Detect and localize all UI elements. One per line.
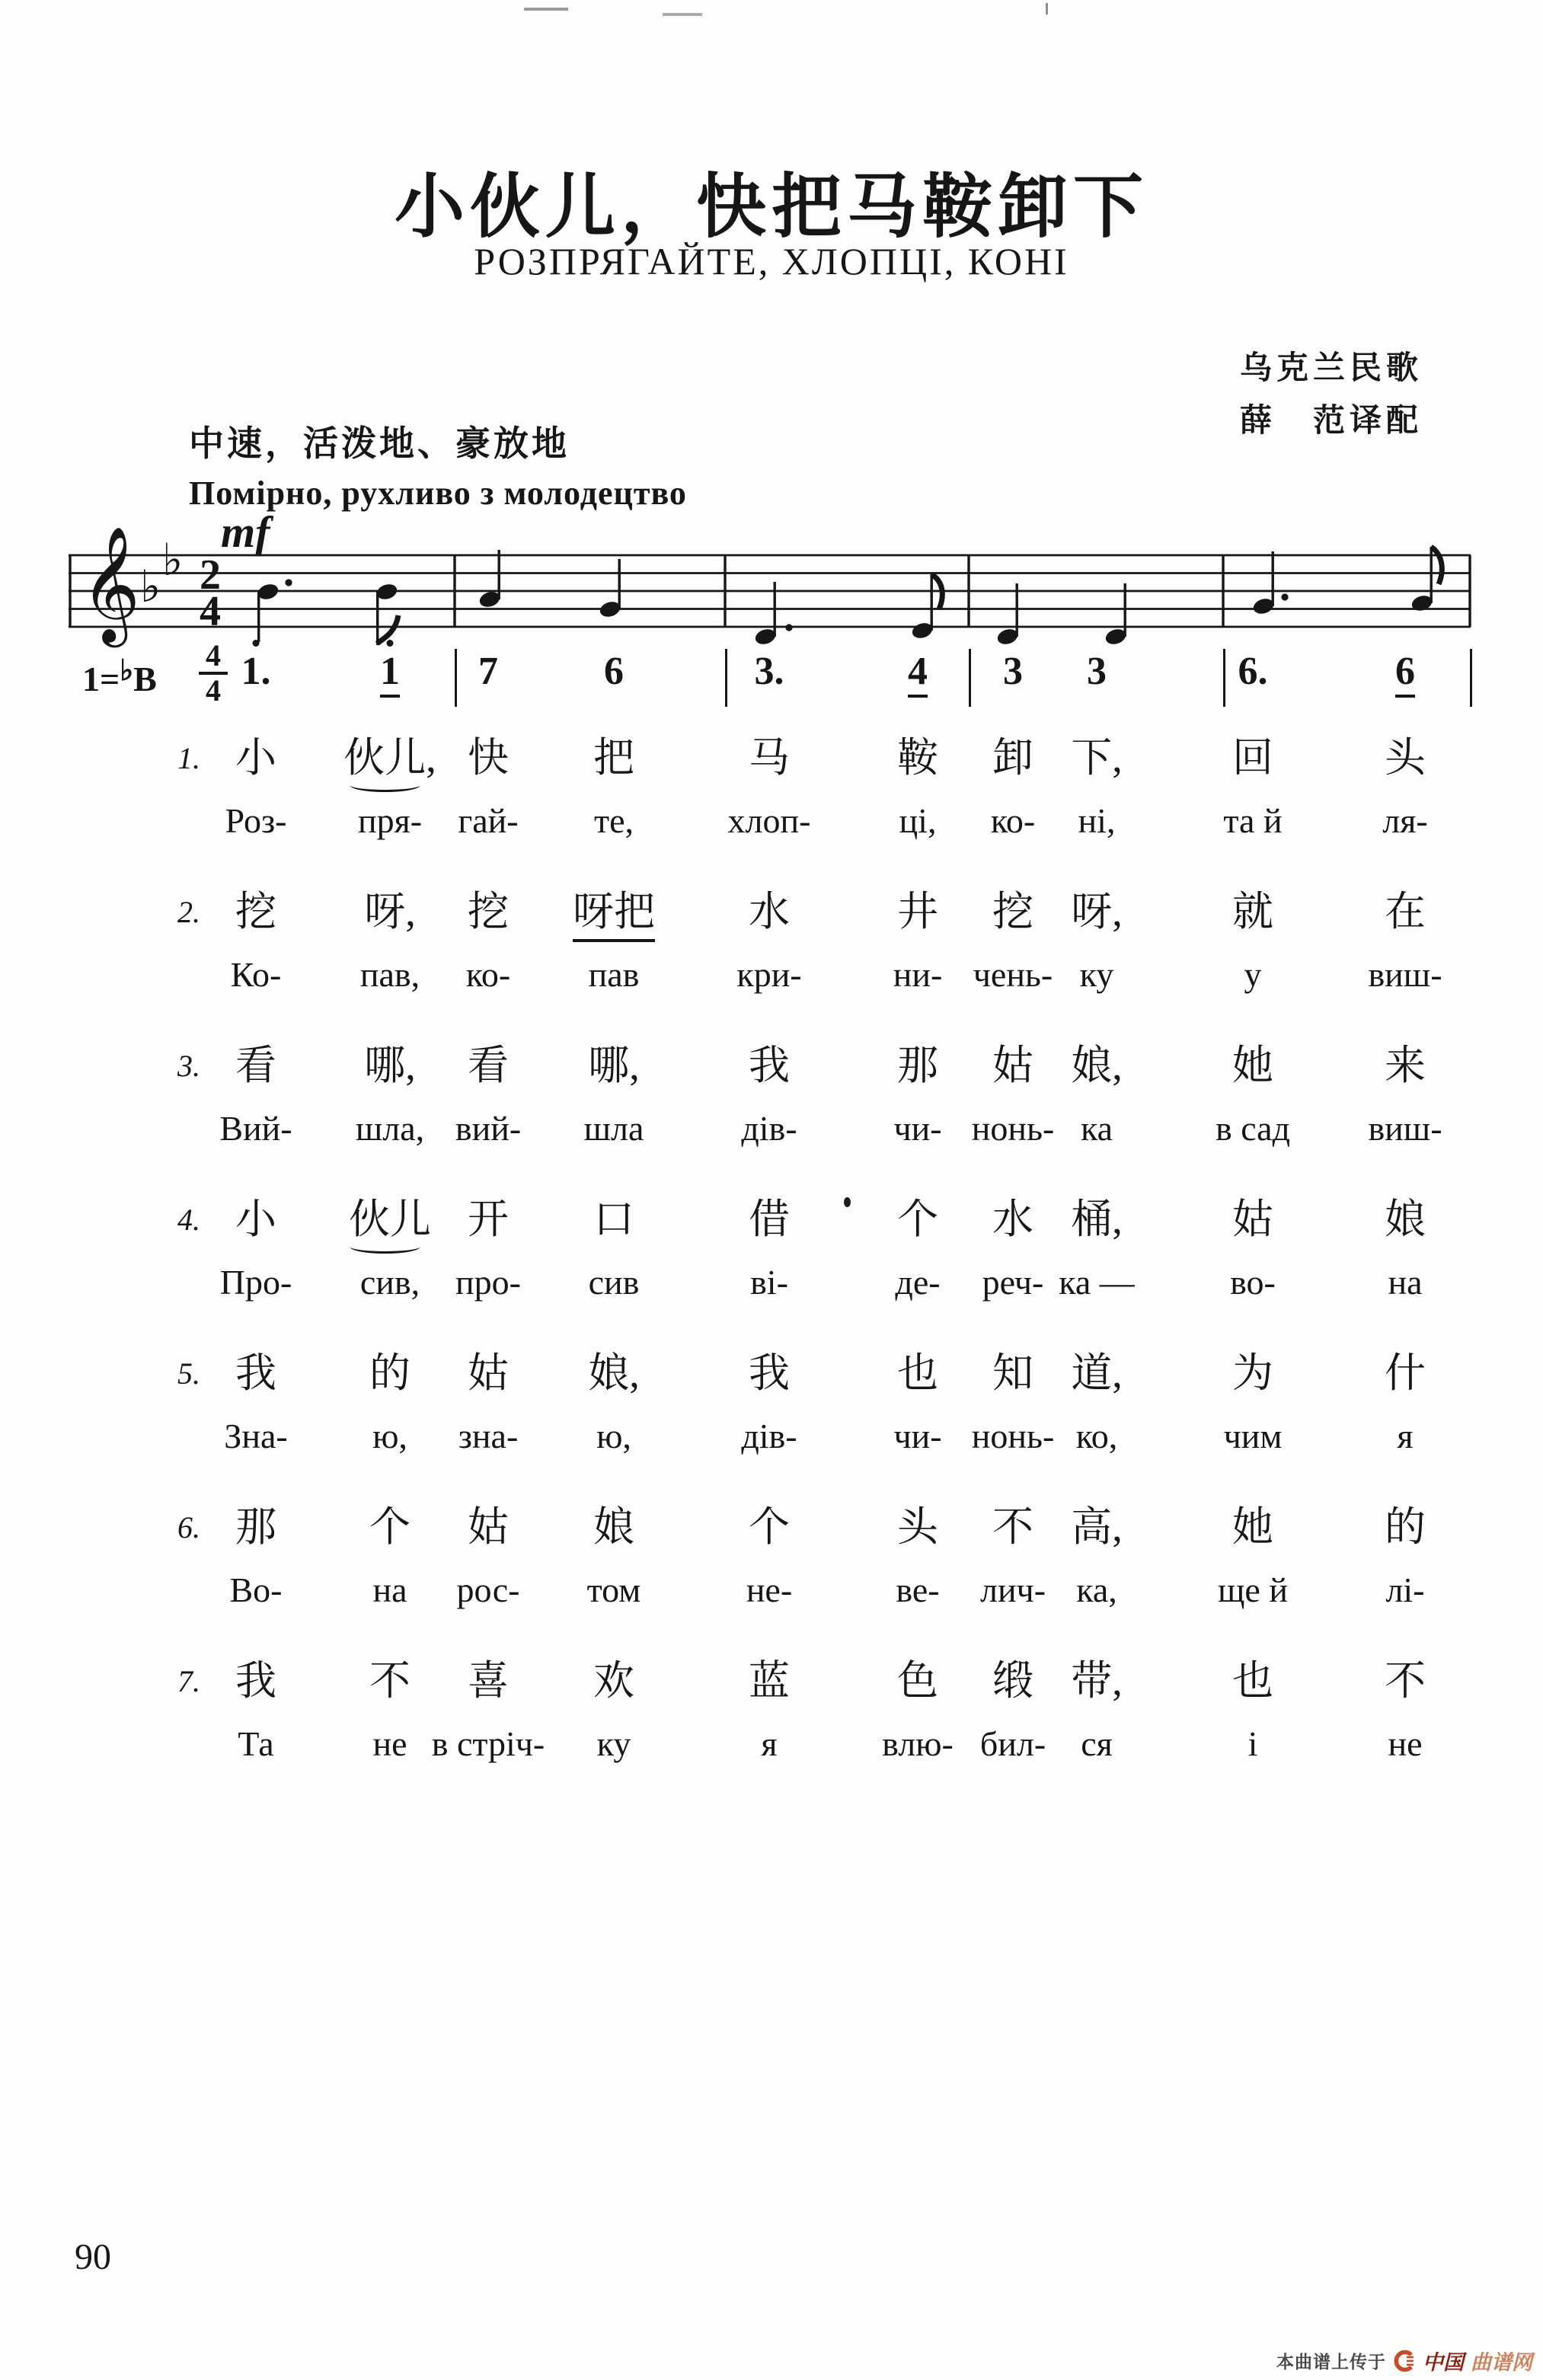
verse-1 <box>0 733 1543 885</box>
lyric-uk: лич- <box>979 1570 1046 1609</box>
lyric-zh: 姑 <box>468 1504 509 1550</box>
eighth-flag <box>377 615 398 644</box>
lyric-uk: ве- <box>896 1570 940 1609</box>
credit-source: 乌克兰民歌 <box>1239 351 1423 386</box>
verse-6 <box>0 1502 1543 1654</box>
lyric-uk: ку <box>596 1724 631 1763</box>
site-logo-icon <box>1393 2350 1416 2372</box>
lyric-uk: Про- <box>219 1263 292 1302</box>
lyric-uk: лі- <box>1385 1570 1425 1609</box>
lyric-uk: Вий- <box>219 1109 292 1148</box>
lyric-uk: ля- <box>1382 801 1428 840</box>
lyric-uk: я <box>761 1724 778 1763</box>
lyric-zh: 的 <box>1385 1504 1426 1550</box>
lyric-zh: 开 <box>468 1196 509 1242</box>
note-stem <box>1272 551 1274 606</box>
jianpu-note: 1 <box>344 652 436 698</box>
lyric-zh: 她 <box>1232 1043 1273 1088</box>
lyric-uk: ю, <box>596 1417 631 1455</box>
lyric-zh: 我 <box>235 1350 276 1396</box>
lyric-zh: 蓝 <box>749 1658 790 1704</box>
watermark-brand-primary: 中国 <box>1423 2351 1464 2374</box>
lyric-uk: ко, <box>1075 1417 1118 1455</box>
lyric-zh: 口 <box>593 1196 634 1242</box>
lyric-zh: 水 <box>992 1196 1033 1242</box>
lyric-zh: 小 <box>235 1196 276 1242</box>
lyric-uk: ю, <box>372 1417 407 1455</box>
jianpu-note: 3 <box>1003 650 1023 693</box>
note-stem <box>774 582 776 637</box>
lyric-uk: шла <box>583 1109 644 1148</box>
octave-dot <box>387 640 394 647</box>
dynamic-marking: mf <box>221 507 270 557</box>
lyric-uk: зна- <box>458 1417 519 1455</box>
lyric-zh: 姑 <box>1232 1196 1273 1242</box>
watermark-brand-secondary: 曲谱网 <box>1471 2351 1532 2374</box>
lyric-zh: 个 <box>897 1196 938 1242</box>
lyric-uk: бил- <box>979 1724 1046 1763</box>
jianpu-barline <box>1470 649 1472 707</box>
flat-sign-icon: ♭ <box>162 534 184 586</box>
scan-artifact <box>663 13 702 16</box>
verse-number: 3. <box>177 1049 200 1083</box>
jianpu-barline <box>969 649 971 707</box>
lyric-zh: 头 <box>897 1504 938 1550</box>
notes <box>256 547 1442 647</box>
lyric-zh: 姑 <box>992 1043 1033 1088</box>
lyric-zh: 挖 <box>235 889 276 934</box>
jianpu-barline <box>725 649 727 707</box>
meter-numerator: 4 <box>206 638 221 672</box>
flat-sign-icon: ♭ <box>140 561 161 612</box>
lyric-uk: чи- <box>893 1417 942 1455</box>
lyric-zh: 也 <box>897 1350 938 1396</box>
lyric-zh: 也 <box>1232 1658 1273 1704</box>
lyric-uk: во- <box>1230 1263 1276 1302</box>
lyric-zh: 为 <box>1232 1350 1273 1396</box>
lyric-zh: 看 <box>468 1043 509 1088</box>
key-letter: B <box>133 660 157 698</box>
note-stem <box>1124 583 1126 637</box>
lyric-uk: реч- <box>982 1263 1044 1302</box>
key-prefix: 1= <box>82 660 120 698</box>
lyric-zh: 姑 <box>468 1350 509 1396</box>
lyric-zh: 缎 <box>992 1658 1033 1704</box>
lyric-zh: 不 <box>1385 1658 1426 1704</box>
lyric-uk: пав, <box>359 955 420 994</box>
lyric-zh: 井 <box>897 889 938 934</box>
lyric-zh: 快 <box>468 735 509 781</box>
page-number: 90 <box>75 2237 111 2277</box>
lyric-zh: 什 <box>1385 1350 1426 1396</box>
jianpu-note: 3. <box>754 650 784 693</box>
verse-4 <box>0 1194 1543 1347</box>
lyric-zh: 伙儿, <box>318 733 462 783</box>
lyric-uk: на <box>1388 1263 1423 1302</box>
lyric-zh: 回 <box>1232 735 1273 781</box>
jianpu-note: 1. <box>210 652 302 692</box>
verse-number: 1. <box>177 741 200 775</box>
verse-5 <box>0 1348 1543 1500</box>
lyric-zh: 挖 <box>468 889 509 934</box>
octave-dot <box>253 640 260 647</box>
verse-number: 7. <box>177 1664 200 1698</box>
treble-clef-icon: 𝄞 <box>81 526 141 643</box>
note-stem <box>257 592 260 642</box>
tempo-marking-zh: 中速，活泼地、豪放地 <box>189 423 570 463</box>
augmentation-dot <box>285 579 292 586</box>
augmentation-dot <box>785 624 792 631</box>
lyric-zh: 下, <box>1071 735 1123 781</box>
lyric-zh: 在 <box>1385 889 1426 934</box>
credits <box>1240 343 1423 449</box>
note-stem <box>498 550 500 599</box>
scan-artifact <box>524 8 568 11</box>
tempo-marking-uk: Помірно, рухливо з молодецтво <box>189 474 687 512</box>
jianpu-barline <box>455 649 457 707</box>
lyric-uk: де- <box>895 1263 941 1302</box>
lyric-uk: в сад <box>1215 1109 1291 1148</box>
lyric-zh: 娘, <box>1071 1043 1123 1088</box>
scan-artifact <box>1046 3 1048 14</box>
lyric-uk: ни- <box>893 955 943 994</box>
lyric-uk: та й <box>1223 801 1283 840</box>
lyric-zh: 那 <box>235 1504 276 1550</box>
lyric-uk: виш- <box>1368 955 1442 994</box>
lyric-zh: 看 <box>235 1043 276 1088</box>
lyric-uk: не- <box>746 1570 793 1609</box>
lyric-uk: ні, <box>1078 801 1116 840</box>
lyric-zh: 把 <box>593 735 634 781</box>
lyric-zh: 喜 <box>468 1658 509 1704</box>
lyric-zh: 色 <box>897 1658 938 1704</box>
lyric-zh: 我 <box>749 1350 790 1396</box>
lyric-zh: 头 <box>1385 735 1426 781</box>
lyric-uk: нонь- <box>971 1417 1055 1455</box>
lyric-zh: 哪, <box>588 1043 640 1088</box>
lyric-zh: 卸 <box>992 735 1033 781</box>
lyric-uk: чи- <box>893 1109 942 1148</box>
lyric-uk: ще й <box>1218 1570 1288 1609</box>
lyric-uk: про- <box>455 1263 521 1302</box>
lyric-zh: 娘 <box>1385 1196 1426 1242</box>
staff-lines <box>69 555 1471 627</box>
verse-number: 6. <box>177 1510 200 1545</box>
note-stem <box>618 559 621 609</box>
note-stem <box>931 574 933 631</box>
note-stem <box>1016 583 1018 637</box>
lyric-uk: ко- <box>990 801 1036 840</box>
lyric-zh: 呀, <box>364 889 416 934</box>
lyric-zh: 高, <box>1071 1504 1123 1550</box>
lyric-uk: я <box>1397 1417 1414 1455</box>
lyric-zh: 就 <box>1232 889 1273 934</box>
meter-denominator: 4 <box>206 673 221 708</box>
watermark <box>1276 2346 1532 2375</box>
verse-2 <box>0 887 1543 1039</box>
lyric-uk: шла, <box>355 1109 425 1148</box>
lyric-uk: ко- <box>465 955 511 994</box>
note-stem <box>1430 547 1433 603</box>
lyric-uk: сив, <box>359 1263 420 1302</box>
lyric-uk: гай- <box>458 801 519 840</box>
lyric-uk: ка <box>1080 1109 1113 1148</box>
lyric-uk: те, <box>593 801 634 840</box>
lyric-uk: ві- <box>750 1263 788 1302</box>
lyric-zh: 娘 <box>593 1504 634 1550</box>
time-signature-bottom: 4 <box>200 588 221 635</box>
jianpu-barline <box>1223 649 1225 707</box>
time-signature-top: 2 <box>200 551 221 599</box>
lyric-uk: ка, <box>1076 1570 1117 1609</box>
lyric-uk: не <box>1388 1724 1423 1763</box>
lyric-zh: 那 <box>897 1043 938 1088</box>
lyric-zh: 知 <box>992 1350 1033 1396</box>
lyric-uk: Ко- <box>230 955 282 994</box>
lyric-uk: ці, <box>899 801 937 840</box>
lyric-uk: влю- <box>882 1724 954 1763</box>
lyric-zh: 挖 <box>992 889 1033 934</box>
lyric-zh: 伙儿 <box>318 1194 462 1244</box>
lyric-uk: нонь- <box>971 1109 1055 1148</box>
lyric-zh: 马 <box>749 735 790 781</box>
jianpu-note: 7 <box>478 650 498 693</box>
lyric-uk: ка — <box>1059 1263 1135 1302</box>
lyric-zh: 带, <box>1071 1658 1123 1704</box>
lyric-uk: пря- <box>357 801 423 840</box>
lyric-uk: дів- <box>741 1417 797 1455</box>
lyric-zh: 小 <box>235 735 276 781</box>
verse-number: 2. <box>177 895 200 929</box>
lyric-zh: 个 <box>369 1504 411 1550</box>
lyric-zh: 欢 <box>593 1658 634 1704</box>
lyric-zh: 来 <box>1385 1043 1426 1088</box>
verse-3 <box>0 1040 1543 1193</box>
lyric-zh: 呀把 <box>541 887 686 942</box>
lyric-zh: 她 <box>1232 1504 1273 1550</box>
lyric-uk: кри- <box>736 955 802 994</box>
lyric-uk: чим <box>1223 1417 1283 1455</box>
lyric-zh: 的 <box>369 1350 411 1396</box>
lyric-zh: 我 <box>235 1658 276 1704</box>
lyric-uk: на <box>372 1570 407 1609</box>
lyric-uk: вий- <box>455 1109 522 1148</box>
lyric-uk: в стріч- <box>431 1724 545 1763</box>
lyric-uk: ку <box>1079 955 1114 994</box>
lyric-zh: 借 <box>749 1196 790 1242</box>
verse-number: 5. <box>177 1356 200 1391</box>
lyric-uk: у <box>1244 955 1262 994</box>
lyric-zh: 我 <box>749 1043 790 1088</box>
lyric-uk: чень- <box>973 955 1053 994</box>
lyric-uk: пав <box>588 955 640 994</box>
verse-number: 4. <box>177 1203 200 1237</box>
page-title-ukrainian: РОЗПРЯГАЙТЕ, ХЛОПЦІ, КОНІ <box>474 239 1069 283</box>
jianpu-note: 3 <box>1087 650 1107 693</box>
page-title-chinese: 小伙儿，快把马鞍卸下 <box>394 168 1148 246</box>
lyric-zh: 个 <box>749 1504 790 1550</box>
lyric-zh: 水 <box>749 889 790 934</box>
musical-staff <box>69 503 1485 655</box>
jianpu-key-signature <box>82 653 157 699</box>
lyric-zh: 道, <box>1071 1350 1123 1396</box>
lyric-zh: 不 <box>992 1504 1033 1550</box>
lyric-uk: рос- <box>456 1570 520 1609</box>
lyric-uk: дів- <box>741 1109 797 1148</box>
note-stem <box>376 592 379 645</box>
jianpu-note: 6. <box>1238 650 1268 693</box>
tempo-markings <box>189 416 687 513</box>
credit-translator: 薛 范译配 <box>1239 404 1423 439</box>
verse-7 <box>0 1656 1543 1808</box>
lyric-zh: 不 <box>369 1658 411 1704</box>
lyric-zh: 桶, <box>1071 1196 1123 1242</box>
lyric-zh: 哪, <box>364 1043 416 1088</box>
flat-sign-icon: ♭ <box>120 655 134 687</box>
lyric-uk: сив <box>588 1263 640 1302</box>
lyric-uk: Зна- <box>224 1417 288 1455</box>
lyric-uk: Роз- <box>225 801 287 840</box>
lyric-uk: ся <box>1081 1724 1113 1763</box>
lyric-uk: і <box>1247 1724 1258 1763</box>
lyric-uk: хлоп- <box>727 801 811 840</box>
watermark-text: 本曲谱上传于 <box>1276 2352 1386 2372</box>
jianpu-note: 6 <box>1359 652 1451 698</box>
eighth-flag <box>1431 547 1442 584</box>
lyric-zh: 娘, <box>588 1350 640 1396</box>
lyric-uk: не <box>372 1724 407 1763</box>
lyric-uk: том <box>586 1570 641 1609</box>
jianpu-note: 6 <box>604 650 624 693</box>
lyric-zh: 鞍 <box>897 735 938 781</box>
lyric-uk: виш- <box>1368 1109 1442 1148</box>
lyric-zh: 呀, <box>1071 889 1123 934</box>
lyric-uk: Во- <box>229 1570 283 1609</box>
augmentation-dot <box>1281 593 1288 600</box>
jianpu-note: 4 <box>872 652 963 698</box>
lyric-uk: Та <box>238 1724 274 1763</box>
